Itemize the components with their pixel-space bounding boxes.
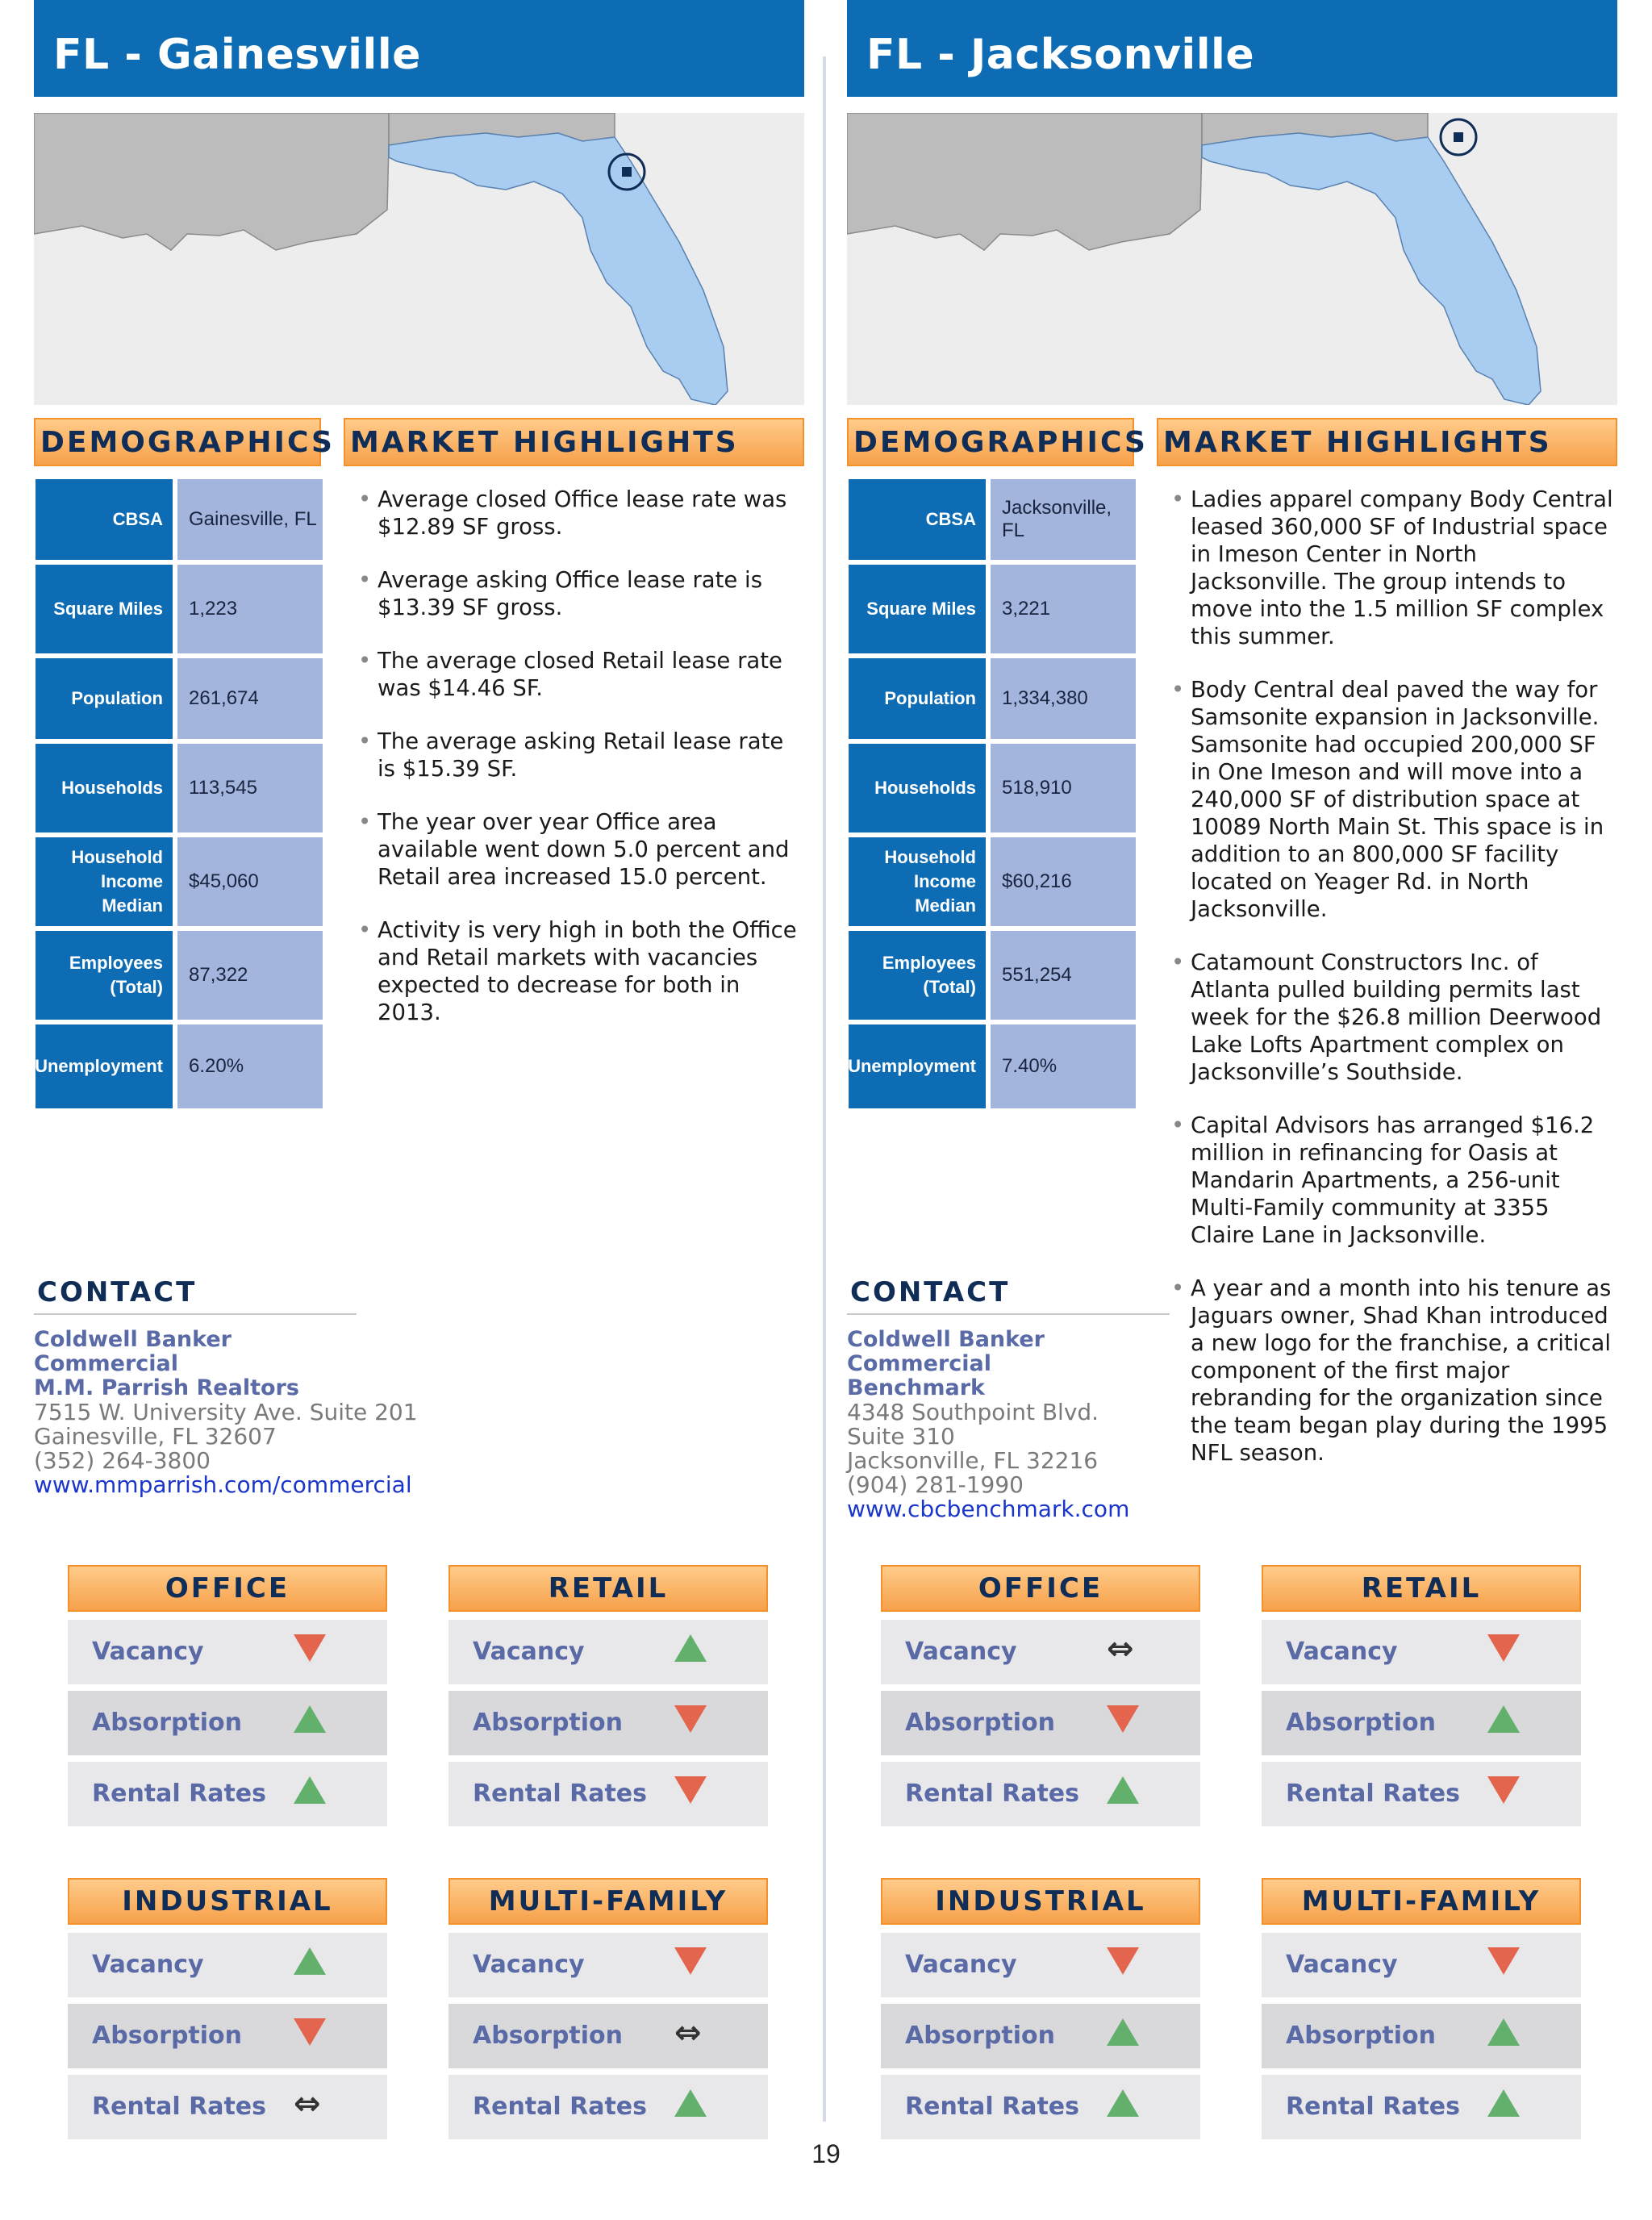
indicator-label: Vacancy: [92, 1638, 204, 1666]
highlight-item: • The year over year Office area available went down 5.0 percent and Retail area increased 15.0 percent.: [358, 808, 802, 891]
trend-up-icon: [1487, 2018, 1523, 2051]
indicator-row: [881, 2004, 1200, 2068]
indicator-row: [448, 1620, 768, 1684]
trend-up-icon: [294, 1705, 329, 1738]
contact-address: 7515 W. University Ave. Suite 201: [34, 1399, 418, 1425]
indicator-label: Absorption: [92, 2022, 243, 2050]
trend-up-icon: [1107, 2089, 1142, 2122]
market-highlights-heading: MARKET HIGHLIGHTS: [1157, 418, 1617, 466]
demographics-value: 6.20%: [177, 1024, 323, 1108]
trend-up-icon: [294, 1947, 329, 1980]
market-highlights-list: [1171, 486, 1615, 1492]
contact-suite: Suite 310: [847, 1423, 955, 1450]
highlight-item: • Ladies apparel company Body Central leased 360,000 SF of Industrial space in Imeson Center in North Jacksonville. The group intends to move into the 1.5 million SF complex this summer.: [1171, 486, 1615, 650]
demographics-value: 3,221: [991, 565, 1136, 653]
demographics-value: 261,674: [177, 658, 323, 739]
market-title-bar: [847, 0, 1617, 97]
trend-down-icon: [1487, 1776, 1523, 1809]
indicator-heading: INDUSTRIAL: [881, 1878, 1200, 1925]
demographics-row: [849, 479, 1136, 560]
indicator-label: Absorption: [1286, 2022, 1437, 2050]
indicator-row: [68, 1762, 387, 1826]
trend-up-icon: [674, 1634, 710, 1667]
indicator-row: [1262, 1762, 1581, 1826]
contact-city: Gainesville, FL 32607: [34, 1423, 277, 1450]
market-column-gainesville: [34, 0, 804, 1533]
location-map: [847, 113, 1617, 405]
trend-down-icon: [1487, 1947, 1523, 1980]
highlight-item: • Average closed Office lease rate was $12.89 SF gross.: [358, 486, 802, 540]
demographics-row: [849, 658, 1136, 739]
trend-down-icon: [294, 1634, 329, 1667]
demographics-row: [849, 931, 1136, 1020]
indicator-label: Vacancy: [92, 1951, 204, 1979]
demographics-row: [849, 565, 1136, 653]
indicator-heading: OFFICE: [68, 1565, 387, 1612]
demographics-label: Unemployment: [849, 1024, 986, 1108]
market-column-jacksonville: [847, 0, 1617, 1533]
demographics-row: [849, 1024, 1136, 1108]
indicator-row: [1262, 1933, 1581, 1997]
demographics-label: Household Income Median: [849, 837, 986, 926]
demographics-heading: DEMOGRAPHICS: [847, 418, 1134, 466]
indicator-row: [881, 1620, 1200, 1684]
indicator-label: Vacancy: [473, 1638, 585, 1666]
indicator-heading: OFFICE: [881, 1565, 1200, 1612]
indicator-label: Rental Rates: [473, 2093, 648, 2121]
contact-block: [847, 1276, 1186, 1521]
demographics-label: Square Miles: [849, 565, 986, 653]
demographics-label: CBSA: [35, 479, 173, 560]
demographics-label: Population: [849, 658, 986, 739]
trend-up-icon: [1107, 1776, 1142, 1809]
contact-phone: (904) 281-1990: [847, 1471, 1024, 1498]
demographics-row: [35, 479, 323, 560]
demographics-row: [35, 1024, 323, 1108]
indicator-row: [1262, 1620, 1581, 1684]
market-title-bar: [34, 0, 804, 97]
demographics-row: [849, 837, 1136, 926]
demographics-row: [35, 837, 323, 926]
highlight-item: • The average asking Retail lease rate is $15.39 SF.: [358, 728, 802, 782]
indicator-label: Vacancy: [1286, 1951, 1398, 1979]
trend-down-icon: [294, 2018, 329, 2051]
demographics-label: Unemployment: [35, 1024, 173, 1108]
indicator-row: [1262, 2075, 1581, 2139]
indicator-label: Rental Rates: [473, 1780, 648, 1808]
market-highlights-list: [358, 486, 802, 1052]
trend-down-icon: [1487, 1634, 1523, 1667]
indicator-row: [448, 2075, 768, 2139]
indicator-label: Absorption: [473, 2022, 624, 2050]
indicator-row: [881, 1691, 1200, 1755]
indicator-row: [1262, 2004, 1581, 2068]
contact-city: Jacksonville, FL 32216: [847, 1447, 1099, 1474]
trend-up-icon: [1487, 2089, 1523, 2122]
demographics-label: Household Income Median: [35, 837, 173, 926]
demographics-value: $60,216: [991, 837, 1136, 926]
demographics-label: Households: [35, 744, 173, 832]
trend-down-icon: [674, 1705, 710, 1738]
center-divider: [823, 56, 826, 2122]
indicator-row: [881, 1933, 1200, 1997]
contact-firm: Coldwell Banker Commercial: [847, 1327, 1045, 1376]
trend-up-icon: [674, 2089, 710, 2122]
indicator-label: Absorption: [1286, 1709, 1437, 1737]
indicator-label: Absorption: [905, 1709, 1056, 1737]
page-number: 19: [811, 2139, 841, 2168]
highlight-item: • Catamount Constructors Inc. of Atlanta pulled building permits last week for the $26.8 million Deerwood Lake Lofts Apartment complex on Jacksonville’s Southside.: [1171, 949, 1615, 1086]
highlight-item: • A year and a month into his tenure as Jaguars owner, Shad Khan introduced a new logo for the franchise, a critical component of the first major rebranding for the organization since the team began play during the 1995 NFL season.: [1171, 1275, 1615, 1467]
indicator-row: [881, 1762, 1200, 1826]
contact-firm-branch: M.M. Parrish Realtors: [34, 1375, 299, 1400]
demographics-label: Employees (Total): [849, 931, 986, 1020]
indicator-heading: RETAIL: [1262, 1565, 1581, 1612]
indicator-label: Absorption: [905, 2022, 1056, 2050]
indicator-row: [68, 2004, 387, 2068]
highlight-item: • Capital Advisors has arranged $16.2 million in refinancing for Oasis at Mandarin Apartments, a 256-unit Multi-Family community at 3355 Claire Lane in Jacksonville.: [1171, 1112, 1615, 1249]
trend-up-icon: [294, 1776, 329, 1809]
trend-down-icon: [1107, 1705, 1142, 1738]
indicator-row: [448, 2004, 768, 2068]
indicator-label: Rental Rates: [905, 2093, 1080, 2121]
demographics-value: Jacksonville, FL: [991, 479, 1136, 560]
trend-down-icon: [1107, 1947, 1142, 1980]
trend-flat-icon: ⇔: [674, 2014, 702, 2051]
contact-firm: Coldwell Banker Commercial: [34, 1327, 232, 1376]
indicator-heading: RETAIL: [448, 1565, 768, 1612]
contact-heading: CONTACT: [34, 1276, 357, 1315]
demographics-value: 1,223: [177, 565, 323, 653]
demographics-row: [35, 565, 323, 653]
market-title: FL - Jacksonville: [866, 31, 1255, 79]
demographics-row: [35, 744, 323, 832]
indicator-label: Rental Rates: [92, 2093, 267, 2121]
demographics-value: $45,060: [177, 837, 323, 926]
contact-website-link[interactable]: www.cbcbenchmark.com: [847, 1496, 1130, 1522]
highlight-item: • Activity is very high in both the Office and Retail markets with vacancies expected to decrease for both in 2013.: [358, 916, 802, 1026]
demographics-value: 551,254: [991, 931, 1136, 1020]
demographics-label: Square Miles: [35, 565, 173, 653]
demographics-label: Households: [849, 744, 986, 832]
contact-address: 4348 Southpoint Blvd.: [847, 1399, 1099, 1425]
indicator-row: [68, 1691, 387, 1755]
demographics-row: [35, 931, 323, 1020]
contact-phone: (352) 264-3800: [34, 1447, 211, 1474]
indicator-label: Vacancy: [905, 1951, 1017, 1979]
contact-heading: CONTACT: [847, 1276, 1170, 1315]
demographics-value: 518,910: [991, 744, 1136, 832]
demographics-label: Population: [35, 658, 173, 739]
demographics-value: Gainesville, FL: [177, 479, 323, 560]
indicator-label: Rental Rates: [1286, 1780, 1461, 1808]
contact-website-link[interactable]: www.mmparrish.com/commercial: [34, 1471, 412, 1498]
indicator-row: [448, 1762, 768, 1826]
market-highlights-heading: MARKET HIGHLIGHTS: [344, 418, 804, 466]
trend-down-icon: [674, 1947, 710, 1980]
indicator-row: [448, 1933, 768, 1997]
indicator-label: Vacancy: [1286, 1638, 1398, 1666]
indicator-row: [448, 1691, 768, 1755]
highlight-item: • Average asking Office lease rate is $13.39 SF gross.: [358, 566, 802, 621]
indicator-label: Rental Rates: [905, 1780, 1080, 1808]
indicator-label: Vacancy: [473, 1951, 585, 1979]
demographics-value: 113,545: [177, 744, 323, 832]
indicator-heading: INDUSTRIAL: [68, 1878, 387, 1925]
indicator-label: Rental Rates: [92, 1780, 267, 1808]
market-title: FL - Gainesville: [53, 31, 421, 79]
indicator-label: Vacancy: [905, 1638, 1017, 1666]
trend-up-icon: [1487, 1705, 1523, 1738]
indicator-row: [68, 1620, 387, 1684]
demographics-value: 87,322: [177, 931, 323, 1020]
demographics-row: [849, 744, 1136, 832]
indicator-row: [881, 2075, 1200, 2139]
trend-flat-icon: ⇔: [1107, 1630, 1134, 1667]
trend-up-icon: [1107, 2018, 1142, 2051]
indicator-row: [1262, 1691, 1581, 1755]
highlight-item: • Body Central deal paved the way for Samsonite expansion in Jacksonville. Samsonite had occupied 200,000 SF in One Imeson and will move into a 240,000 SF of distribution space at 10089 North Main St. This space is in addition to an 800,000 SF facility located on Yeager Rd. in North Jacksonville.: [1171, 676, 1615, 923]
location-map: [34, 113, 804, 405]
demographics-heading: DEMOGRAPHICS: [34, 418, 321, 466]
indicator-label: Rental Rates: [1286, 2093, 1461, 2121]
trend-flat-icon: ⇔: [294, 2085, 321, 2122]
indicator-heading: MULTI-FAMILY: [448, 1878, 768, 1925]
indicator-label: Absorption: [92, 1709, 243, 1737]
highlight-item: • The average closed Retail lease rate was $14.46 SF.: [358, 647, 802, 702]
indicator-row: [68, 1933, 387, 1997]
contact-firm-branch: Benchmark: [847, 1375, 985, 1400]
demographics-value: 1,334,380: [991, 658, 1136, 739]
demographics-label: CBSA: [849, 479, 986, 560]
demographics-value: 7.40%: [991, 1024, 1136, 1108]
demographics-label: Employees (Total): [35, 931, 173, 1020]
indicator-heading: MULTI-FAMILY: [1262, 1878, 1581, 1925]
contact-block: [34, 1276, 418, 1498]
trend-down-icon: [674, 1776, 710, 1809]
indicator-row: [68, 2075, 387, 2139]
indicator-label: Absorption: [473, 1709, 624, 1737]
demographics-row: [35, 658, 323, 739]
